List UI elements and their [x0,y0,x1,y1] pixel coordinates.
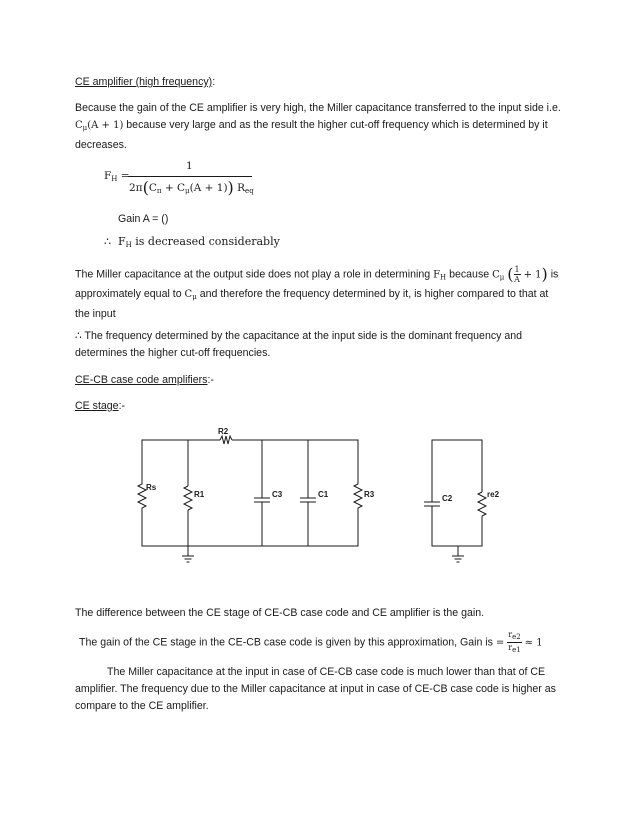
paragraph-gain-approximation: The gain of the CE stage in the CE-CB case code is given by this approximation, Gain is = $\frac{re2}{re1}$ ≈ 1 [79,630,543,654]
heading-ce-text: CE amplifier (high frequency) [75,76,213,88]
label-c3: C3 [272,490,283,499]
resistor-rs [138,474,146,518]
resistor-r3 [354,484,362,518]
label-r3: R3 [364,490,375,499]
paragraph-miller-output: The Miller capacitance at the output side does not play a role in determining FH because Cμ ( $\frac{1}{A}$ + 1) is approximately equal to Cμ and therefore the frequency determined by it, is higher compared to that at the input [75,264,559,321]
label-c2: C2 [442,494,453,503]
heading-ce-cb: CE-CB case code amplifiers:- [75,374,214,386]
resistor-r2 [220,436,232,444]
equation-fh-lhs: FH = [104,170,130,183]
equation-fh-numerator: 1 [186,160,193,172]
label-c1: C1 [318,490,329,499]
wire-c2-loop-bottom [432,506,482,546]
label-rs: Rs [146,483,157,492]
resistor-r1 [184,486,192,510]
resistor-re2 [478,492,486,516]
label-r1: R1 [194,490,205,499]
heading-ce-amplifier: CE amplifier (high frequency): [75,76,216,88]
gain-line: Gain A = () [118,213,169,225]
equation-fh-denominator: 2π(Cπ + Cμ(A + 1)) Req [129,178,254,197]
paragraph-difference: The difference between the CE stage of CE-CB case code and CE amplifier is the gain. [75,607,485,619]
therefore-line: ∴ FH is decreased considerably [104,235,280,249]
wire-c2-loop-top [432,440,482,502]
wire-bottom [142,518,358,546]
wire-right-top [232,440,358,484]
paragraph-miller-comparison: The Miller capacitance at the input in case of CE-CB case code is much lower than that of CE amplifier. The frequency due to the Miller capacitance at input in case of CE-CB case code is higher as compare to the CE amplifier. [75,666,556,712]
paragraph-miller-input: Because the gain of the CE amplifier is very high, the Miller capacitance transferred to the input side i.e. Cμ(A + 1) because very large and as the result the higher cut-off frequency which is determined by it decreases. [75,102,561,151]
wire-left-top [142,440,220,474]
gain-fraction: $\frac{re2}{re1}$ [508,630,521,654]
paragraph-dominant-frequency: ∴ The frequency determined by the capacitance at the input side is the dominant frequency and determines the higher cut-off frequencies. [75,330,523,359]
label-r2: R2 [218,427,229,436]
heading-ce-stage: CE stage:- [75,400,126,412]
label-re2: re2 [487,490,500,499]
